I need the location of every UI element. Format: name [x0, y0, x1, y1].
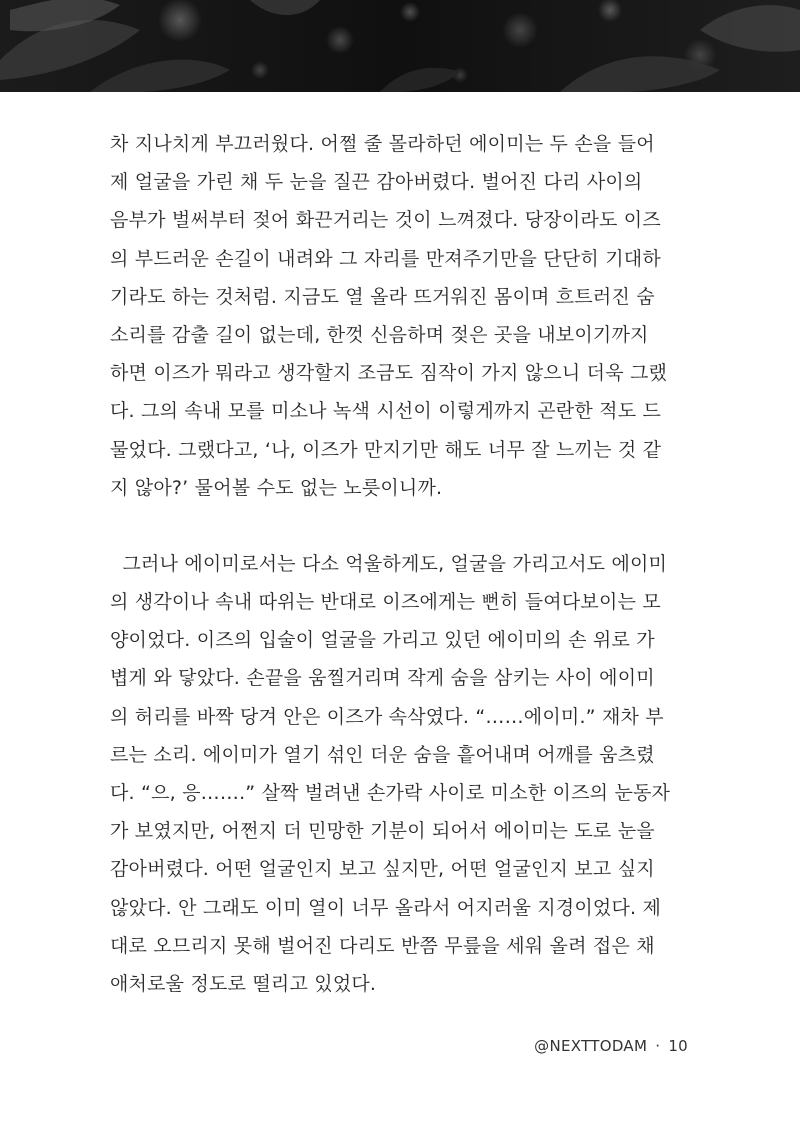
body-text [110, 125, 692, 1003]
text-line: 제 얼굴을 가린 채 두 눈을 질끈 감아버렸다. 벌어진 다리 사이의 [110, 171, 643, 194]
text-line: 지 않아?’ 물어볼 수도 없는 노릇이니까. [110, 476, 443, 499]
foliage-image [0, 0, 800, 92]
text-line: 하면 이즈가 뭐라고 생각할지 조금도 짐작이 가지 않으니 더욱 그랬 [110, 362, 668, 385]
header-photo-banner [0, 0, 800, 92]
text-line: 가 보였지만, 어쩐지 더 민망한 기분이 되어서 에이미는 도로 눈을 [110, 820, 655, 843]
text-line: 대로 오므리지 못해 벌어진 다리도 반쯤 무릎을 세워 올려 접은 채 [110, 934, 655, 957]
text-line: 물었다. 그랬다고, ‘나, 이즈가 만지기만 해도 너무 잘 느끼는 것 같 [110, 438, 662, 461]
footer-separator: · [655, 1037, 661, 1055]
page-number: 10 [668, 1037, 688, 1055]
text-line: 감아버렸다. 어떤 얼굴인지 보고 싶지만, 어떤 얼굴인지 보고 싶지 [110, 858, 655, 881]
text-line: 르는 소리. 에이미가 열기 섞인 더운 숨을 흩어내며 어깨를 움츠렸 [110, 743, 655, 766]
paragraph-2 [110, 545, 692, 1003]
text-line: 애처로울 정도로 떨리고 있었다. [110, 972, 377, 995]
text-line: 의 생각이나 속내 따위는 반대로 이즈에게는 뻔히 들여다보이는 모 [110, 591, 661, 614]
text-line: 기라도 하는 것처럼. 지금도 열 올라 뜨거워진 몸이며 흐트러진 숨 [110, 285, 655, 308]
paragraph-1 [110, 125, 692, 507]
text-line: 않았다. 안 그래도 이미 열이 너무 올라서 어지러울 지경이었다. 제 [110, 896, 662, 919]
text-line: 의 허리를 바짝 당겨 안은 이즈가 속삭였다. “……에이미.” 재차 부 [110, 705, 664, 728]
text-line: 다. 그의 속내 모를 미소나 녹색 시선이 이렇게까지 곤란한 적도 드 [110, 400, 662, 423]
text-line: 다. “으, 응…….” 살짝 벌려낸 손가락 사이로 미소한 이즈의 눈동자 [110, 782, 671, 804]
page-footer [534, 1037, 688, 1055]
text-line: 소리를 감출 길이 없는데, 한껏 신음하며 젖은 곳을 내보이기까지 [110, 323, 649, 346]
text-line: 음부가 벌써부터 젖어 화끈거리는 것이 느껴졌다. 당장이라도 이즈 [110, 209, 661, 232]
text-line: 의 부드러운 손길이 내려와 그 자리를 만져주기만을 단단히 기대하 [110, 247, 661, 270]
text-line: 그러나 에이미로서는 다소 억울하게도, 얼굴을 가리고서도 에이미 [110, 552, 668, 575]
footer-handle: @NEXTTODAM [534, 1037, 648, 1055]
text-line: 차 지나치게 부끄러웠다. 어쩔 줄 몰라하던 에이미는 두 손을 들어 [110, 133, 655, 155]
text-line: 볍게 와 닿았다. 손끝을 움찔거리며 작게 숨을 삼키는 사이 에이미 [110, 667, 655, 690]
text-line: 양이었다. 이즈의 입술이 얼굴을 가리고 있던 에이미의 손 위로 가 [110, 629, 655, 652]
